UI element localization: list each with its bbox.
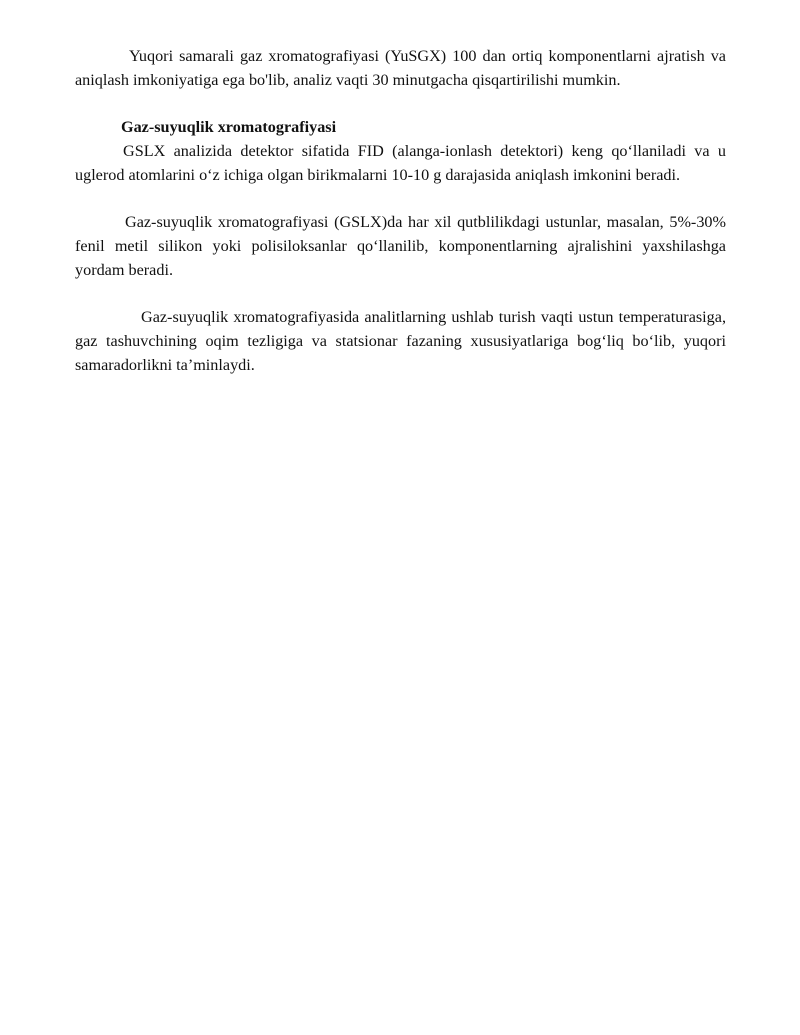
- paragraph-columns: Gaz-suyuqlik xromatografiyasi (GSLX)da har xil qutblilikdagi ustunlar, masalan, 5%-30% fenil metil silikon yoki polisiloksanlar qo‘llanilib, komponentlarning ajralishini yaxshilashga yordam beradi.: [75, 213, 726, 279]
- paragraph-retention-time: Gaz-suyuqlik xromatografiyasida analitlarning ushlab turish vaqti ustun temperaturasiga, gaz tashuvchining oqim tezligiga va statsionar fazaning xususiyatlariga bog‘liq bo‘lib, yuqori samaradorlikni ta’minlaydi.: [75, 308, 726, 374]
- document-body: [75, 44, 726, 377]
- paragraph-hplc-intro: Yuqori samarali gaz xromatografiyasi (YuSGX) 100 dan ortiq komponentlarni ajratish va aniqlash imkoniyatiga ega bo'lib, analiz vaqti 30 minutgacha qisqartirilishi mumkin.: [75, 47, 726, 89]
- paragraph-fid-detector: GSLX analizida detektor sifatida FID (alanga-ionlash detektori) keng qo‘llaniladi va u uglerod atomlarini o‘z ichiga olgan birikmalarni 10-10 g darajasida aniqlash imkonini beradi.: [75, 142, 726, 184]
- section-heading: Gaz-suyuqlik xromatografiyasi: [121, 118, 337, 136]
